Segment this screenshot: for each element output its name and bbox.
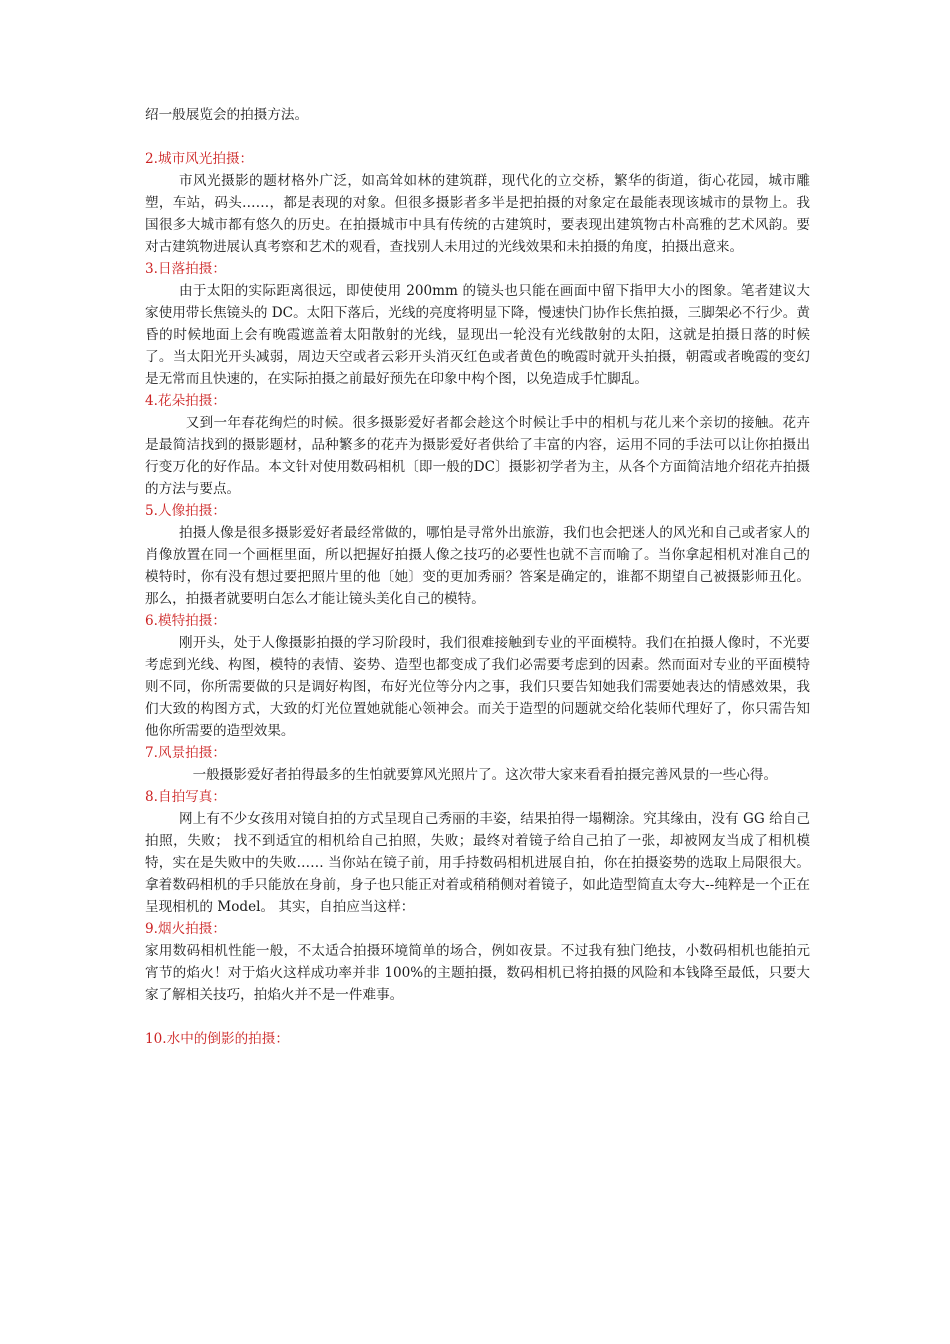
section-body-selfie: 网上有不少女孩用对镜自拍的方式呈现自己秀丽的丰姿，结果拍得一塌糊涂。究其缘由，没有 GG 给自己拍照，失败； 找不到适宜的相机给自己拍照，失败；最终对着镜子给自己拍了一张，却被网友当成了相机模特，实在是失败中的失败…… 当你站在镜子前，用手持数码相机进展自拍，你在拍摄姿势的选取上局限很大。拿着数码相机的手只能放在身前，身子也只能正对着或稍稍侧对着镜子，如此造型简直太夸大--纯粹是一个正在呈现相机的 Model。 其实，自拍应当这样：	[145, 811, 810, 915]
section-body-model: 刚开头，处于人像摄影拍摄的学习阶段时，我们很难接触到专业的平面模特。我们在拍摄人像时，不光要考虑到光线、构图，模特的表情、姿势、造型也都变成了我们必需要考虑到的因素。然而面对专业的平面模特则不同，你所需要做的只是调好构图，布好光位等分内之事，我们只要告知她我们需要她表达的情感效果，我们大致的构图方式，大致的灯光位置她就能心领神会。而关于造型的问题就交给化装师代理好了，你只需告知他你所需要的造型效果。	[145, 635, 810, 739]
section-heading-city: 2.城市风光拍摄：	[145, 151, 254, 167]
section-heading-fireworks: 9.烟火拍摄：	[145, 921, 226, 937]
section-body-fireworks: 家用数码相机性能一般，不太适合拍摄环境简单的场合，例如夜景。不过我有独门绝技，小数码相机也能拍元宵节的焰火！对于焰火这样成功率并非 100%的主题拍摄，数码相机已将拍摄的风险和本钱降至最低，只要大家了解相关技巧，拍焰火并不是一件难事。	[145, 943, 810, 1003]
section-heading-model: 6.模特拍摄：	[145, 613, 226, 629]
spacer	[145, 126, 810, 148]
section-body-landscape: 一般摄影爱好者拍得最多的生怕就要算风光照片了。这次带大家来看看拍摄完善风景的一些心得。	[192, 767, 778, 783]
section-heading-selfie: 8.自拍写真：	[145, 789, 226, 805]
section-heading-portrait: 5.人像拍摄：	[145, 503, 226, 519]
section-body-portrait: 拍摄人像是很多摄影爱好者最经常做的，哪怕是寻常外出旅游，我们也会把迷人的风光和自己或者家人的肖像放置在同一个画框里面，所以把握好拍摄人像之技巧的必要性也就不言而喻了。当你拿起相机对准自己的模特时，你有没有想过要把照片里的他〔她〕变的更加秀丽？答案是确定的，谁都不期望自己被摄影师丑化。那么，拍摄者就要明白怎么才能让镜头美化自己的模特。	[145, 525, 810, 607]
document-body	[145, 104, 810, 1050]
spacer	[145, 1006, 810, 1028]
section-body-sunset: 由于太阳的实际距离很远，即使使用 200mm 的镜头也只能在画面中留下指甲大小的图象。笔者建议大家使用带长焦镜头的 DC。太阳下落后，光线的亮度将明显下降，慢速快门协作长焦拍摄，三脚架必不行少。黄昏的时候地面上会有晚霞遮盖着太阳散射的光线，显现出一轮没有光线散射的太阳，这就是拍摄日落的时候了。当太阳光开头减弱，周边天空或者云彩开头消灭红色或者黄色的晚霞时就开头拍摄，朝霞或者晚霞的变幻是无常而且快速的，在实际拍摄之前最好预先在印象中构个图，以免造成手忙脚乱。	[145, 283, 810, 387]
section-heading-reflection: 10.水中的倒影的拍摄：	[145, 1031, 289, 1047]
section-heading-sunset: 3.日落拍摄：	[145, 261, 226, 277]
intro-text: 绍一般展览会的拍摄方法。	[145, 107, 309, 123]
section-heading-landscape: 7.风景拍摄：	[145, 745, 226, 761]
section-body-flowers: 又到一年春花绚烂的时候。很多摄影爱好者都会趁这个时候让手中的相机与花儿来个亲切的接触。花卉是最简洁找到的摄影题材，品种繁多的花卉为摄影爱好者供给了丰富的内容，运用不同的手法可以让你拍摄出行变万化的好作品。本文针对使用数码相机〔即一般的DC〕摄影初学者为主，从各个方面简洁地介绍花卉拍摄的方法与要点。	[145, 415, 810, 497]
section-heading-flowers: 4.花朵拍摄：	[145, 393, 226, 409]
section-body-city: 市风光摄影的题材格外广泛，如高耸如林的建筑群，现代化的立交桥，繁华的街道，街心花园，城市雕塑，车站，码头……，都是表现的对象。但很多摄影者多半是把拍摄的对象定在最能表现该城市的景物上。我国很多大城市都有悠久的历史。在拍摄城市中具有传统的古建筑时，要表现出建筑物古朴高雅的艺术风韵。要对古建筑物进展认真考察和艺术的观看，查找别人未用过的光线效果和未拍摄的角度，拍摄出意来。	[145, 173, 810, 255]
